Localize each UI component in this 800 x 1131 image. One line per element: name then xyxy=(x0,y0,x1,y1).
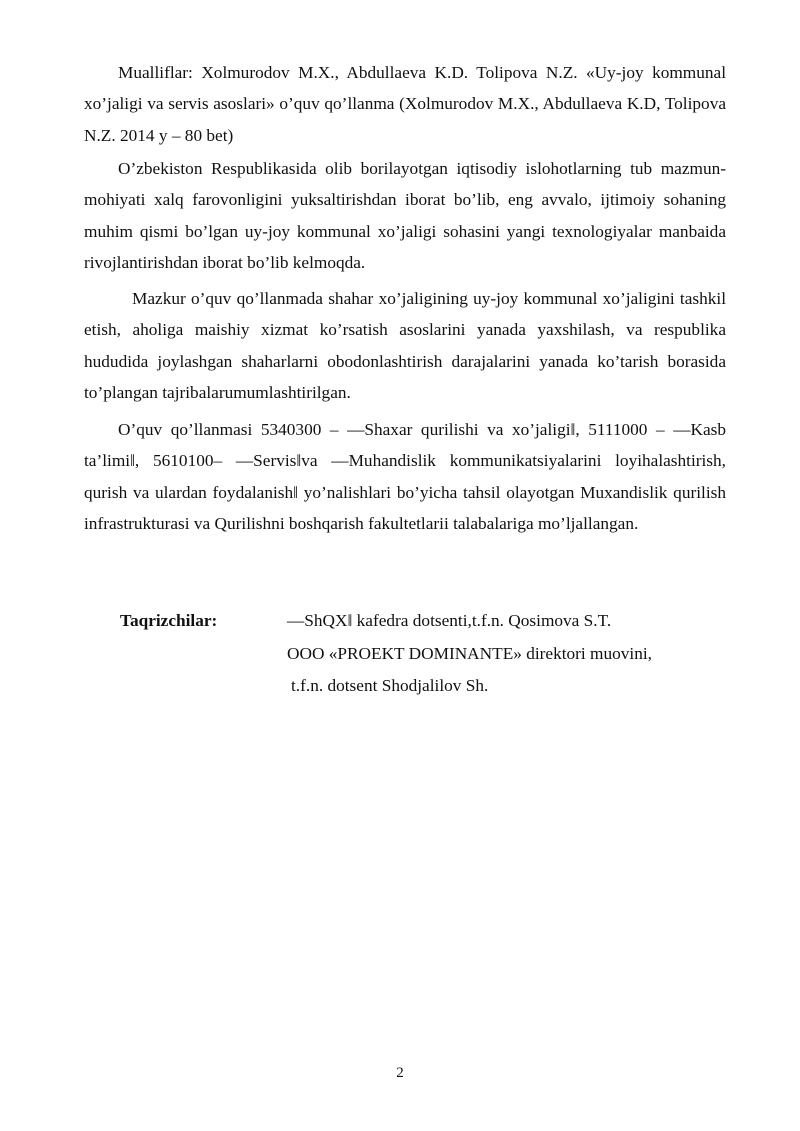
authors-paragraph: Mualliflar: Xolmurodov M.X., Abdullaeva K.D. Tolipova N.Z. «Uy-joy kommunal xo’jaligi va servis asoslari» o’quv qo’llanma (Xolmurodov M.X., Abdullaeva K.D, Tolipova N.Z. 2014 y – 80 bet) xyxy=(84,63,726,145)
content-paragraph: Mazkur o’quv qo’llanmada shahar xo’jaligining uy-joy kommunal xo’jaligini tashkil etish, aholiga maishiy xizmat ko’rsatish asoslarini yanada yaxshilash, va respublika hududida joylashgan shaharlarni obodonlashtirish darajalarini yanada ko’tarish borasida to’plangan tajribalarumumlashtirilgan. xyxy=(84,289,726,403)
page-number: 2 xyxy=(396,1065,404,1081)
reviewer-line: ―ShQX‖ kafedra dotsenti,t.f.n. Qosimova S.T. xyxy=(287,611,612,630)
reviewers-label: Taqrizchilar: xyxy=(120,611,218,630)
audience-paragraph: O’quv qo’llanmasi 5340300 – ―Shaxar qurilishi va xo’jaligi‖, 5111000 – ―Kasb ta’limi‖, 5610100– ―Servis‖va ―Muhandislik kommunikatsiyalarini loyihalashtirish, qurish va ulardan foydalanish‖ yo’nalishlari bo’yicha tahsil olayotgan Muxandislik qurilish infrastrukturasi va Qurilishni boshqarish fakultetlarii talabalariga mo’ljallangan. xyxy=(84,420,726,534)
reviewer-line: OOO «PROEKT DOMINANTE» direktori muovini, xyxy=(287,644,652,663)
reviewer-line: t.f.n. dotsent Shodjalilov Sh. xyxy=(291,676,489,695)
intro-paragraph: O’zbekiston Respublikasida olib borilayotgan iqtisodiy islohotlarning tub mazmun-mohiyati xalq farovonligini yuksaltirishdan iborat bo’lib, eng avvalo, ijtimoiy sohaning muhim qismi bo’lgan uy-joy kommunal xo’jaligi sohasini yangi texnologiyalar manbaida rivojlantirishdan iborat bo’lib kelmoqda. xyxy=(84,159,726,273)
